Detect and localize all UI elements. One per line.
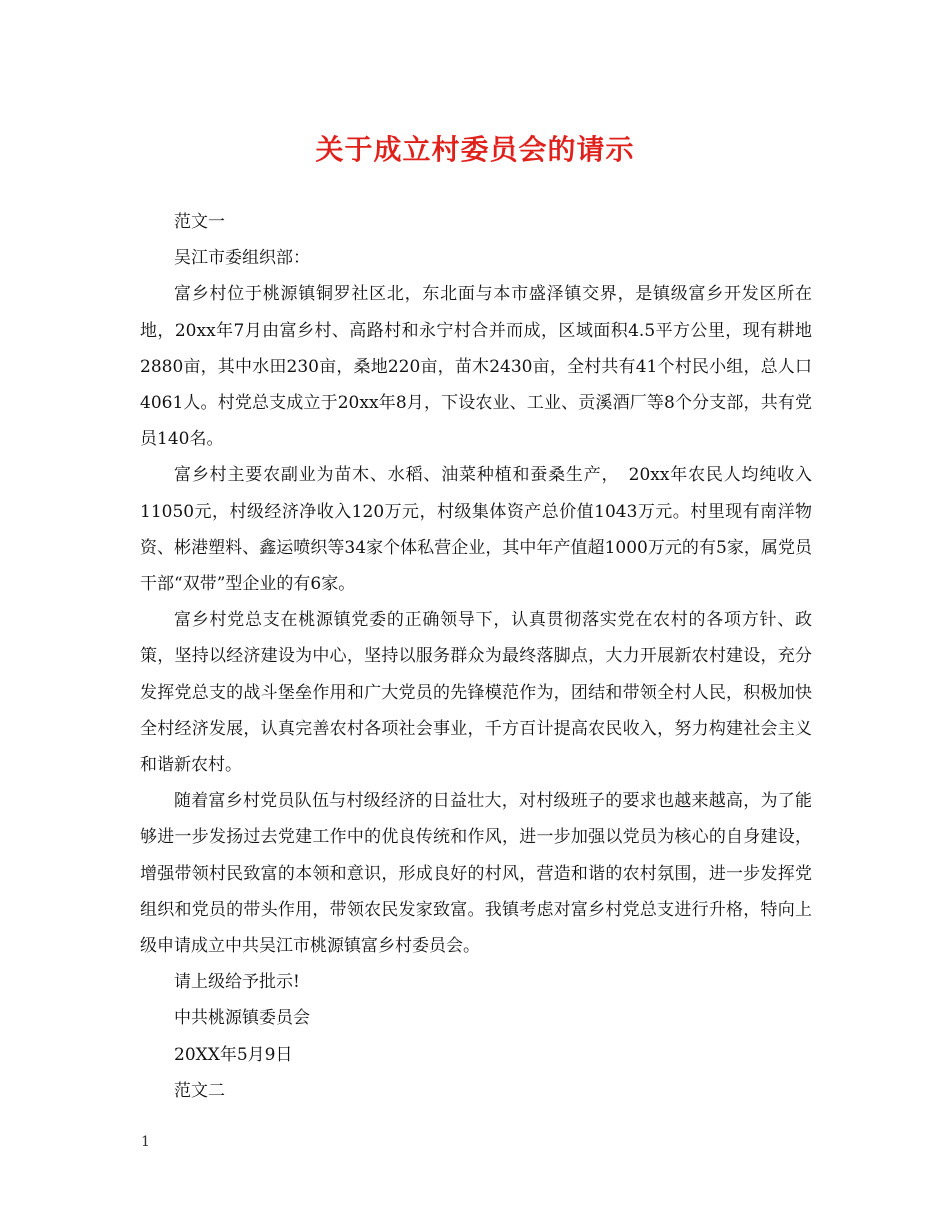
document-title: 关于成立村委员会的请示 xyxy=(315,133,635,166)
closing-request: 请上级给予批示! xyxy=(174,972,300,993)
document-body xyxy=(140,204,812,1109)
paragraph-party-leadership: 富乡村党总支在桃源镇党委的正确领导下，认真贯彻落实党在农村的各项方针、政策，坚持以经济建设为中心，坚持以服务群众为最终落脚点，大力开展新农村建设，充分发挥党总支的战斗堡垒作用和广大党员的先锋模范作为，团结和带领全村人民，积极加快全村经济发展，认真完善农村各项社会事业，千方百计提高农民收入，努力构建社会主义和谐新农村。 xyxy=(140,610,812,776)
page-number: 1 xyxy=(141,1134,150,1150)
section-heading-sample-1: 范文一 xyxy=(174,212,225,232)
signature-date: 20XX年5月9日 xyxy=(174,1044,293,1065)
signature-organization: 中共桃源镇委员会 xyxy=(174,1008,310,1029)
paragraph-village-overview: 富乡村位于桃源镇铜罗社区北，东北面与本市盛泽镇交界，是镇级富乡开发区所在地，20xx年7月由富乡村、高路村和永宁村合并而成，区域面积4.5平方公里，现有耕地2880亩，其中水田230亩，桑地220亩，苗木2430亩，全村共有41个村民小组，总人口4061人。村党总支成立于20xx年8月，下设农业、工业、贡溪酒厂等8个分支部，共有党员140名。 xyxy=(140,284,812,450)
paragraph-economy: 富乡村主要农副业为苗木、水稻、油菜种植和蚕桑生产， 20xx年农民人均纯收入11050元，村级经济净收入120万元，村级集体资产总价值1043万元。村里现有南洋物资、彬港塑料、鑫运喷织等34家个体私营企业，其中年产值超1000万元的有5家，属党员干部“双带”型企业的有6家。 xyxy=(140,465,812,595)
paragraph-request-reason: 随着富乡村党员队伍与村级经济的日益壮大，对村级班子的要求也越来越高，为了能够进一步发扬过去党建工作中的优良传统和作风，进一步加强以党员为核心的自身建设，增强带领村民致富的本领和意识，形成良好的村风，营造和谐的农村氛围，进一步发挥党组织和党员的带头作用，带领农民发家致富。我镇考虑对富乡村党总支进行升格，特向上级申请成立中共吴江市桃源镇富乡村委员会。 xyxy=(140,791,812,957)
salutation: 吴江市委组织部： xyxy=(174,248,310,269)
section-heading-sample-2: 范文二 xyxy=(174,1080,225,1101)
